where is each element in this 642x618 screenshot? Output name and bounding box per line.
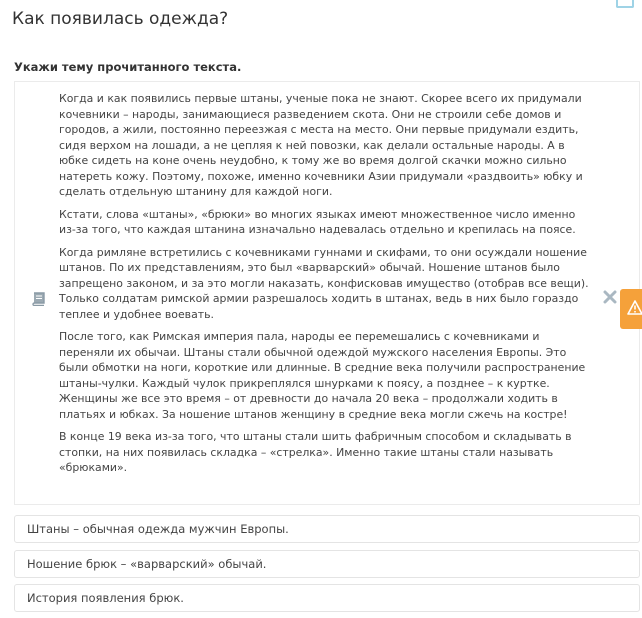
close-icon[interactable]: [603, 289, 617, 303]
question-text: Укажи тему прочитанного текста.: [14, 60, 242, 74]
reading-passage: [59, 91, 595, 483]
answer-option[interactable]: Штаны – обычная одежда мужчин Европы.: [14, 515, 640, 543]
passage-paragraph: Когда и как появились первые штаны, ученые пока не знают. Скорее всего их придумали кочевники – народы, занимающиеся разведением скота. Они не строили себе домов и городов, а жили, постоянно переезжая с места на место. Они первые придумали ездить, сидя верхом на лошади, а не цепляя к ней повозки, как делали остальные народы. А в юбке сидеть на коне очень неудобно, к тому же во время долгой скачки можно сильно натереть кожу. Поэтому, похоже, именно кочевники Азии придумали «раздвоить» юбку и сделать отдельную штанину для каждой ноги.: [59, 92, 583, 198]
page-title: Как появилась одежда?: [12, 9, 229, 29]
reading-text-card: [14, 81, 640, 505]
passage-paragraph: После того, как Римская империя пала, народы ее перемешались с кочевниками и переняли их обычаи. Штаны стали обычной одеждой мужского населения Европы. Это были обмотки на ноги, короткие или длинные. В средние века получили распространение штаны-чулки. Каждый чулок прикреплялся шнурками к поясу, а позднее – к куртке. Женщины же все это время – от древности до начала 20 века – продолжали ходить в платьях и юбках. За ношение штанов женщину в средние века могли сжечь на костре!: [59, 330, 586, 421]
passage-paragraph: В конце 19 века из-за того, что штаны стали шить фабричным способом и складывать в стопки, на них появилась складка – «стрелка». Именно такие штаны стали называть «брюками».: [59, 430, 572, 474]
warning-icon: [627, 300, 642, 315]
header-accent: [616, 0, 634, 8]
report-problem-button[interactable]: [620, 289, 642, 329]
passage-paragraph: Кстати, слова «штаны», «брюки» во многих языках имеют множественное число именно из-за того, что каждая штанина изначально надевалась отдельно и крепилась на поясе.: [59, 207, 576, 236]
passage-paragraph: Когда римляне встретились с кочевниками гуннами и скифами, то они осуждали ношение штанов. По их представлениям, это был «варварский» обычай. Ношение штанов было запрещено законом, и за это могли наказать, конфисковав имущество (отобрав все вещи). Только солдатам римской армии разрешалось ходить в штанах, ведь в них было гораздо теплее и удобнее воевать.: [59, 245, 589, 321]
answer-option[interactable]: Ношение брюк – «варварский» обычай.: [14, 550, 640, 578]
answer-option[interactable]: История появления брюк.: [14, 584, 640, 612]
book-icon: [31, 291, 47, 305]
